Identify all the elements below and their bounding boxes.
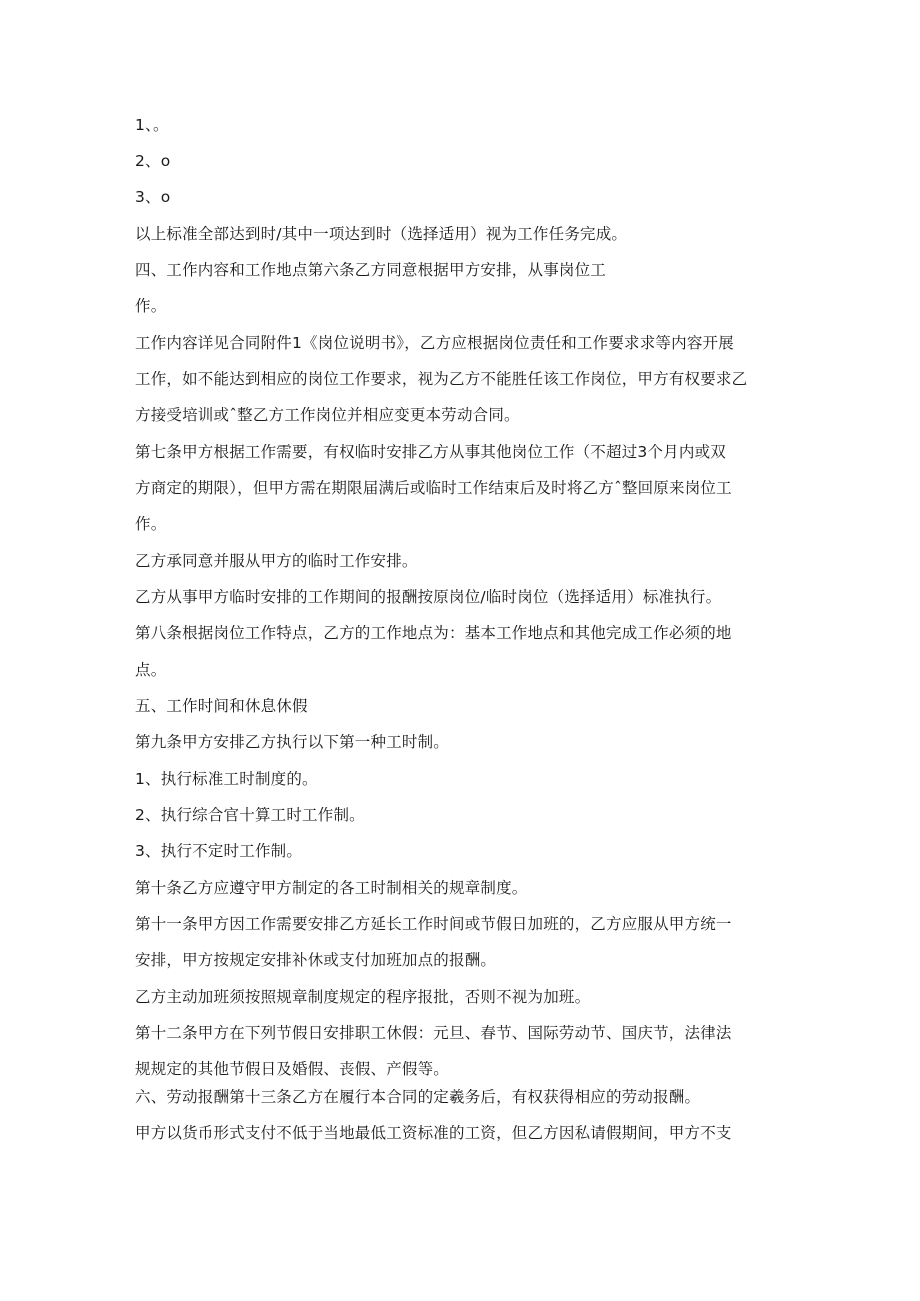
paragraph-line: 方接受培训或ˆ整乙方工作岗位并相应变更本劳动合同。 bbox=[135, 406, 520, 424]
article-11-line: 第十一条甲方因工作需要安排乙方延长工作时间或节假日加班的，乙方应服从甲方统一 bbox=[135, 915, 732, 933]
paragraph-line: 点。 bbox=[135, 661, 167, 679]
paragraph-line: 乙方主动加班须按照规章制度规定的程序报批，否则不视为加班。 bbox=[135, 988, 591, 1006]
paragraph-line: 安排，甲方按规定安排补休或支付加班加点的报酬。 bbox=[135, 951, 497, 969]
paragraph-line: 规规定的其他节假日及婚假、丧假、产假等。 bbox=[135, 1060, 450, 1078]
paragraph-line: 乙方承同意并服从甲方的临时工作安排。 bbox=[135, 552, 418, 570]
paragraph-line: 作。 bbox=[135, 515, 167, 533]
list-item-2: 2、执行综合官十算工时工作制。 bbox=[135, 806, 365, 824]
section-heading-5: 五、工作时间和休息休假 bbox=[135, 697, 308, 715]
list-item-1: 1、。 bbox=[135, 116, 169, 134]
article-9-line: 第九条甲方安排乙方执行以下第一种工时制。 bbox=[135, 733, 450, 751]
section-heading-6: 六、劳动报酬第十三条乙方在履行本合同的定羲务后，有权获得相应的劳动报酬。 bbox=[135, 1088, 701, 1106]
article-12-line: 第十二条甲方在下列节假日安排职工休假：元旦、春节、国际劳动节、国庆节，法律法 bbox=[135, 1024, 732, 1042]
article-10-line: 第十条乙方应遵守甲方制定的各工时制相关的规章制度。 bbox=[135, 879, 528, 897]
paragraph-line: 方商定的期限），但甲方需在期限届满后或临时工作结束后及时将乙方ˆ整回原来岗位工 bbox=[135, 479, 732, 497]
article-8-line: 第八条根据岗位工作特点，乙方的工作地点为：基本工作地点和其他完成工作必须的地 bbox=[135, 624, 732, 642]
paragraph-line: 工作，如不能达到相应的岗位工作要求，视为乙方不能胜任该工作岗位，甲方有权要求乙 bbox=[135, 370, 748, 388]
paragraph-line: 甲方以货币形式支付不低于当地最低工资标准的工资，但乙方因私请假期间，甲方不支 bbox=[135, 1124, 732, 1142]
section-heading-4: 四、工作内容和工作地点第六条乙方同意根据甲方安排，从事岗位工 bbox=[135, 261, 607, 279]
article-7-line: 第七条甲方根据工作需要，有权临时安排乙方从事其他岗位工作（不超过3个月内或双 bbox=[135, 443, 726, 461]
paragraph-line: 以上标准全部达到时/其中一项达到时（选择适用）视为工作任务完成。 bbox=[135, 225, 628, 243]
list-item-2: 2、o bbox=[135, 152, 171, 170]
list-item-1: 1、执行标准工时制度的。 bbox=[135, 770, 318, 788]
list-item-3: 3、o bbox=[135, 188, 171, 206]
paragraph-line: 工作内容详见合同附件1《岗位说明书》，乙方应根据岗位责任和工作要求求等内容开展 bbox=[135, 334, 734, 352]
paragraph-line: 作。 bbox=[135, 297, 167, 315]
paragraph-line: 乙方从事甲方临时安排的工作期间的报酬按原岗位/临时岗位（选择适用）标准执行。 bbox=[135, 588, 722, 606]
list-item-3: 3、执行不定时工作制。 bbox=[135, 842, 303, 860]
